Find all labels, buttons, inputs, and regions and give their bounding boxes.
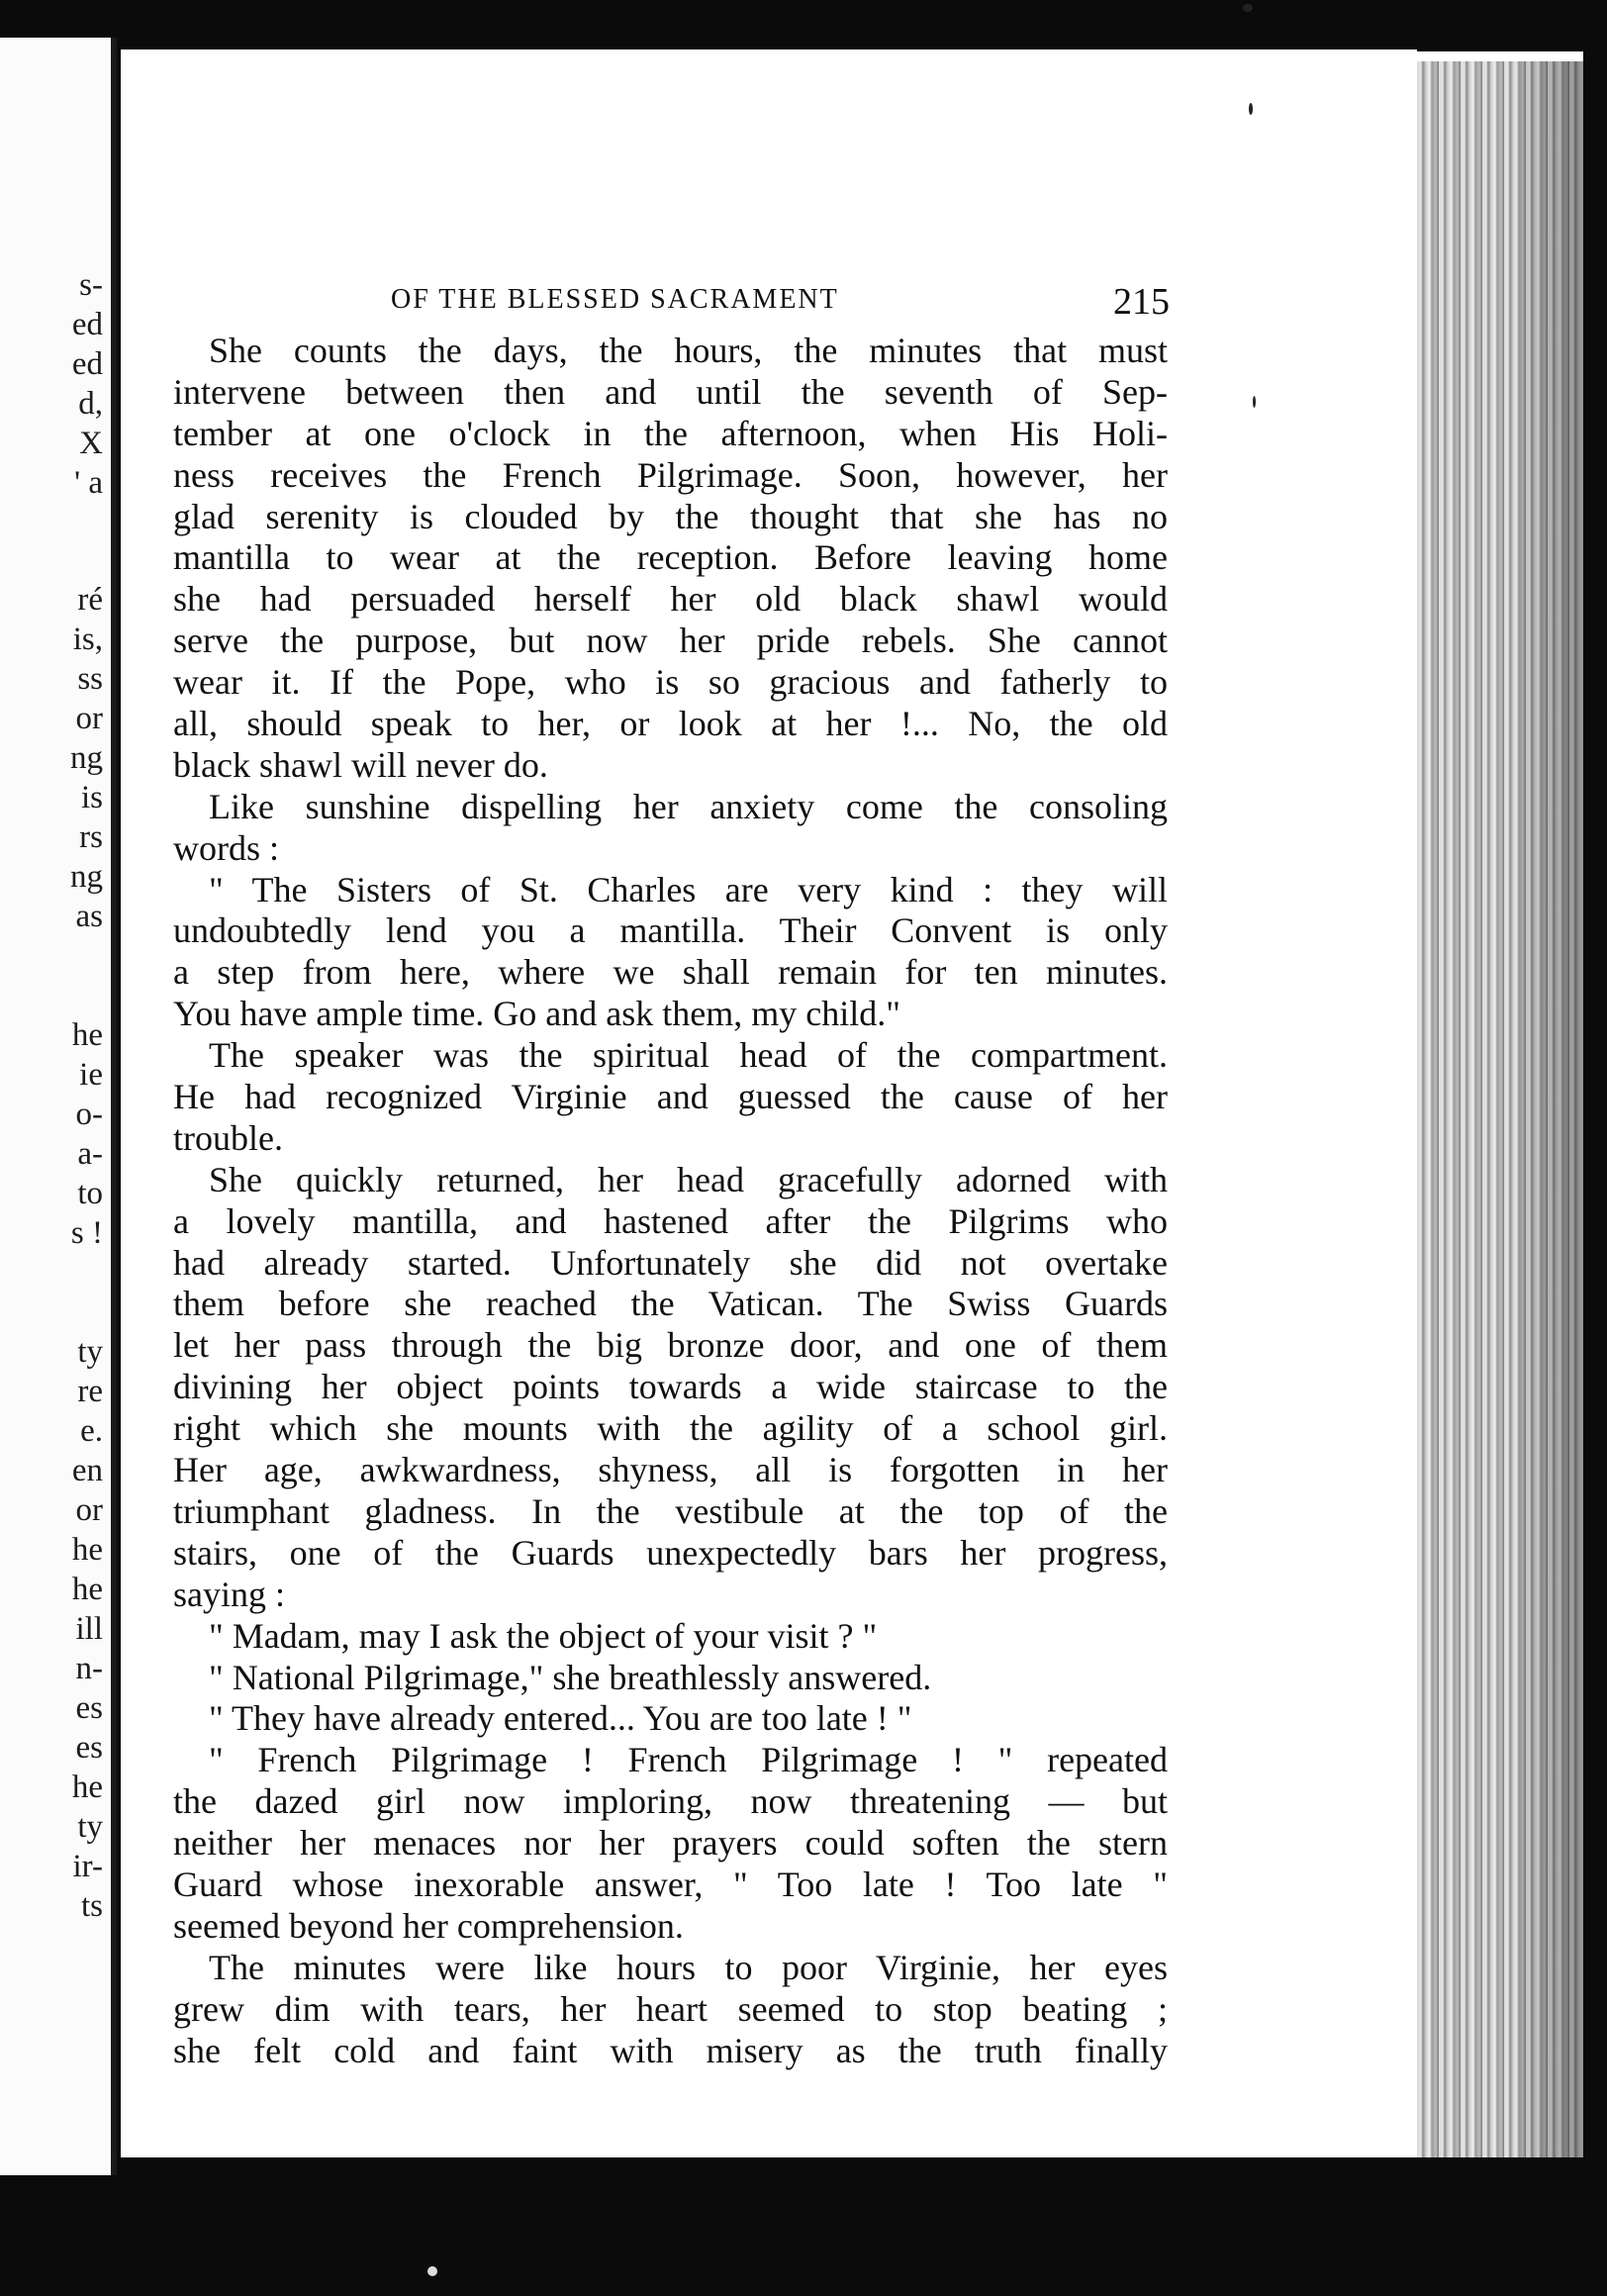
facing-page-fragment: ré [77,582,103,618]
facing-page-fragment: ts [80,1888,103,1924]
text-line: she felt cold and faint with misery as the truth finally [173,2030,1168,2070]
text-line: tember at one o'clock in the afternoon, when His Holi- [173,413,1168,453]
text-line: Her age, awkwardness, shyness, all is forgotten in her [173,1450,1168,1490]
facing-page-fragment: ng [70,740,103,776]
facing-page-fragment: rs [79,819,103,855]
text-line: " The Sisters of St. Charles are very kind : they will [209,869,1168,909]
text-line: the dazed girl now imploring, now threatening — but [173,1781,1168,1822]
scan-top-border [0,0,1607,51]
text-line: stairs, one of the Guards unexpectedly bars her progress, [173,1532,1168,1573]
facing-page-fragment: ' a [74,465,103,501]
running-head: OF THE BLESSED SACRAMENT [391,284,839,315]
text-line: " National Pilgrimage," she breathlessly answered. [209,1657,932,1697]
facing-page-fragment: he [71,1572,103,1607]
facing-page-fragment: en [71,1453,103,1488]
facing-page-fragment: or [75,1492,103,1528]
facing-page-fragment: o- [75,1097,103,1132]
text-line: neither her menaces nor her prayers could soften the stern [173,1823,1168,1864]
facing-page-fragment: he [71,1017,103,1053]
text-line: trouble. [173,1117,283,1158]
text-line: wear it. If the Pope, who is so gracious and fatherly to [173,662,1168,703]
facing-page-fragment: as [75,899,103,934]
facing-page-fragment: he [71,1770,103,1805]
text-line: Like sunshine dispelling her anxiety come the consoling [209,786,1168,826]
facing-page-fragment: ss [77,661,103,697]
text-line: let her pass through the big bronze door, and one of them [173,1325,1168,1366]
text-line: " They have already entered... You are too late ! " [209,1698,912,1739]
facing-page-fragment: X [79,426,103,461]
text-line: them before she reached the Vatican. The Swiss Guards [173,1284,1168,1324]
facing-page-fragment: to [77,1176,103,1211]
facing-page-fragment: ie [79,1057,103,1093]
facing-page-fragment: es [75,1690,103,1726]
text-line: mantilla to wear at the reception. Before leaving home [173,537,1168,578]
facing-page-edge [0,38,117,2175]
text-line: The speaker was the spiritual head of the compartment. [209,1035,1168,1076]
text-line: triumphant gladness. In the vestibule at the top of the [173,1490,1168,1531]
facing-page-fragment: s- [79,267,103,303]
facing-page-fragment: or [75,701,103,736]
text-line: ness receives the French Pilgrimage. Soon, however, her [173,454,1168,495]
dust-speck [1249,103,1253,115]
facing-page-fragment: s ! [70,1215,103,1251]
facing-page-fragment: d, [78,386,103,422]
facing-page-fragment: re [77,1374,103,1409]
facing-page-fragment: a- [77,1136,103,1172]
text-line: serve the purpose, but now her pride rebels. She cannot [173,621,1168,661]
facing-page-fragment: is, [72,622,103,657]
text-line: grew dim with tears, her heart seemed to stop beating ; [173,1988,1168,2029]
text-line: she had persuaded herself her old black shawl would [173,579,1168,620]
text-line: intervene between then and until the seventh of Sep- [173,371,1168,412]
text-line: Guard whose inexorable answer, " Too late ! Too late " [173,1864,1168,1904]
facing-page-fragment: n- [75,1651,103,1686]
facing-page-fragment: ty [77,1809,103,1845]
text-line: She quickly returned, her head gracefully adorned with [209,1159,1168,1199]
dust-speck [1253,396,1256,408]
dust-speck [427,2266,437,2276]
scan-bottom-border [0,2157,1607,2296]
scan-right-border [1583,0,1607,2296]
text-line: had already started. Unfortunately she did not overtake [173,1242,1168,1283]
facing-page-fragment: e. [80,1413,103,1449]
facing-page-fragment: he [71,1532,103,1568]
text-line: black shawl will never do. [173,744,548,785]
text-line: " Madam, may I ask the object of your visit ? " [209,1615,878,1656]
facing-page-fragment: ty [77,1334,103,1370]
text-line: You have ample time. Go and ask them, my child." [173,994,900,1034]
text-line: saying : [173,1574,285,1614]
text-line: glad serenity is clouded by the thought that she has no [173,496,1168,536]
dust-speck [1243,4,1253,12]
page-number: 215 [1113,281,1170,323]
text-line: right which she mounts with the agility of a school girl. [173,1408,1168,1449]
text-line: undoubtedly lend you a mantilla. Their Convent is only [173,910,1168,951]
facing-page-fragment: es [75,1730,103,1766]
text-line: She counts the days, the hours, the minutes that must [209,331,1168,370]
text-line: He had recognized Virginie and guessed the cause of her [173,1077,1168,1117]
facing-page-fragment: ed [71,346,103,382]
text-line: The minutes were like hours to poor Virginie, her eyes [209,1947,1168,1987]
text-line: words : [173,827,279,868]
facing-page-fragment: ng [70,859,103,895]
facing-page-fragment: is [80,780,103,815]
facing-page-fragment: ill [75,1611,103,1647]
text-line: divining her object points towards a wide staircase to the [173,1367,1168,1407]
body-text [173,331,1168,2071]
page-edges-shadow [1516,61,1583,2157]
text-line: a step from here, where we shall remain for ten minutes. [173,952,1168,993]
text-line: " French Pilgrimage ! French Pilgrimage ! " repeated [209,1740,1168,1780]
text-line: a lovely mantilla, and hastened after the Pilgrims who [173,1200,1168,1241]
facing-page-fragment: ir- [72,1849,103,1884]
facing-page-fragment: ed [71,307,103,342]
text-line: seemed beyond her comprehension. [173,1905,684,1946]
text-line: all, should speak to her, or look at her !... No, the old [173,704,1168,744]
